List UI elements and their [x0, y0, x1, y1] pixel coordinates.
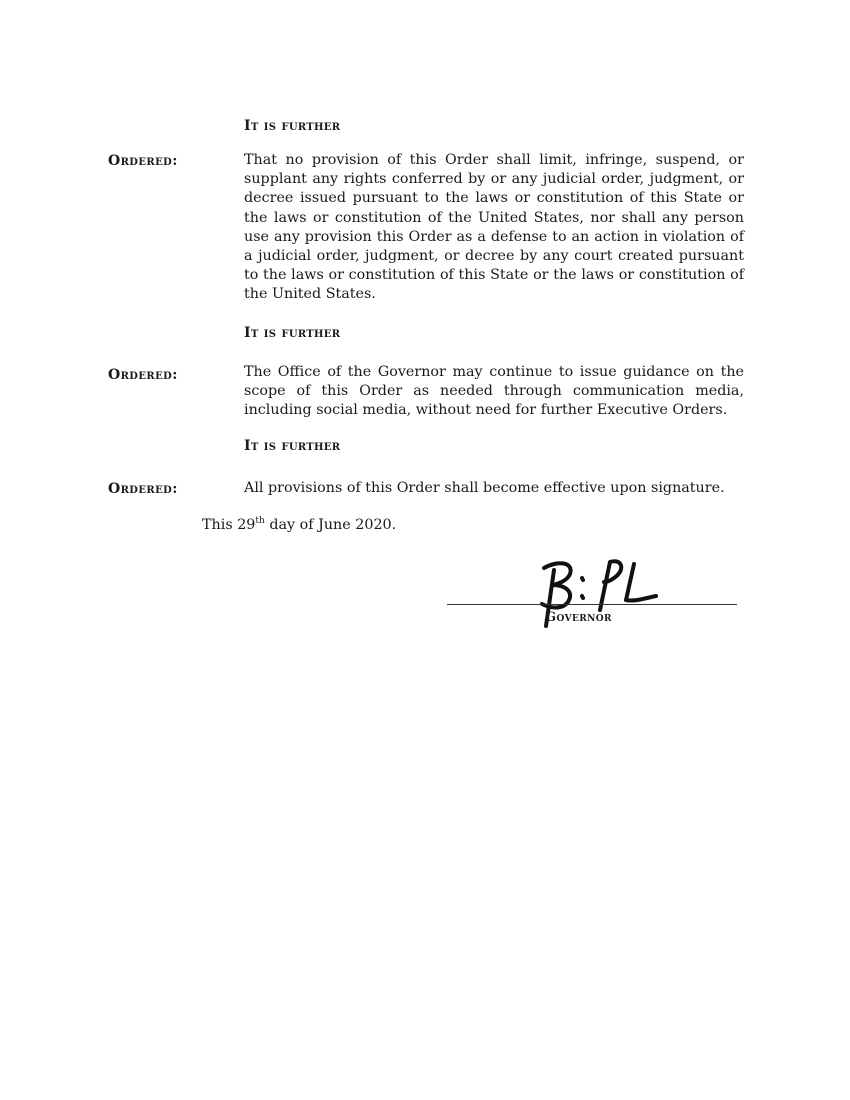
- signature-line: [447, 604, 737, 605]
- dateline-ordinal-suffix: th: [255, 516, 265, 527]
- signatory-title: Governor: [545, 610, 612, 625]
- order-paragraph-2: The Office of the Governor may continue to issue guidance on the scope of this Order as needed through communication media, including social media, without need for further Executive Orders.: [244, 364, 744, 419]
- it-is-further-heading-3: It is further: [244, 438, 341, 454]
- dateline-suffix: day of June 2020.: [264, 517, 397, 533]
- dateline: [202, 517, 396, 533]
- ordered-label-1: Ordered:: [108, 153, 178, 169]
- ordered-label-2: Ordered:: [108, 367, 178, 383]
- order-paragraph-1: That no provision of this Order shall limit, infringe, suspend, or supplant any rights conferred by or any judicial order, judgment, or decree issued pursuant to the laws or constitution of this State or the laws or constitution of the United States, nor shall any person use any provision this Order as a defense to an action in violation of a judicial order, judgment, or decree by any court created pursuant to the laws or constitution of this State or the laws or constitution of the United States.: [244, 152, 744, 303]
- it-is-further-heading-2: It is further: [244, 325, 341, 341]
- dateline-prefix: This 29: [202, 517, 256, 533]
- order-paragraph-3: All provisions of this Order shall become effective upon signature.: [244, 480, 725, 496]
- it-is-further-heading-1: It is further: [244, 118, 341, 134]
- ordered-label-3: Ordered:: [108, 481, 178, 497]
